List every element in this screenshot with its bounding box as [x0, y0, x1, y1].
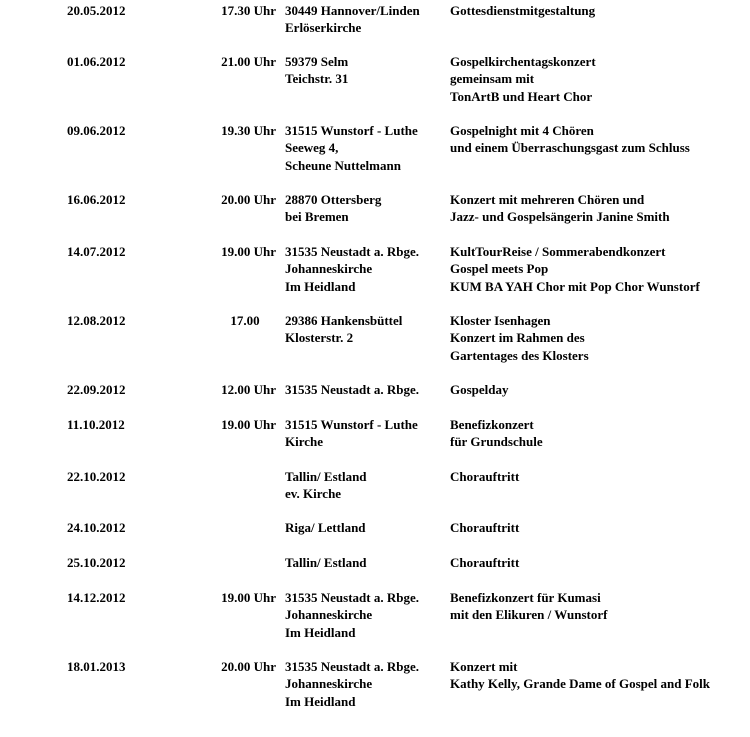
description-line: Jazz- und Gospelsängerin Janine Smith [450, 209, 670, 225]
event-description [450, 658, 710, 693]
location-line: 31515 Wunstorf - Luthe [285, 123, 418, 138]
description-line: TonArtB und Heart Chor [450, 88, 593, 104]
event-location [285, 658, 419, 710]
event-description [450, 2, 595, 19]
description-line: Kathy Kelly, Grande Dame of Gospel and Folk [450, 676, 711, 692]
event-location [285, 519, 366, 536]
event-time: 19.30 Uhr [221, 123, 276, 138]
event-description [450, 191, 670, 226]
description-line: Gospelkirchentagskonzert [450, 54, 596, 69]
description-line: KUM BA YAH Chor mit Pop Chor Wunstorf [450, 278, 700, 294]
location-line: Johanneskirche [285, 261, 373, 277]
description-line: Chorauftritt [450, 469, 520, 484]
event-date: 20.05.2012 [67, 3, 126, 18]
location-line: Riga/ Lettland [285, 520, 366, 535]
location-line: Scheune Nuttelmann [285, 157, 401, 173]
event-description [450, 243, 700, 295]
event-description [450, 468, 519, 485]
event-date: 14.12.2012 [67, 590, 126, 605]
event-location [285, 416, 418, 451]
description-line: Gospelday [450, 382, 509, 397]
location-line: Klosterstr. 2 [285, 330, 354, 346]
event-location [285, 468, 367, 503]
event-time: 19.00 Uhr [221, 417, 276, 432]
location-line: 31535 Neustadt a. Rbge. [285, 659, 419, 674]
description-line: Gartentages des Klosters [450, 347, 589, 363]
location-line: Kirche [285, 434, 324, 450]
location-line: Im Heidland [285, 693, 356, 709]
location-line: Teichstr. 31 [285, 71, 349, 87]
description-line: Kloster Isenhagen [450, 313, 551, 328]
event-description [450, 122, 690, 157]
event-time: 17.00 [230, 313, 260, 328]
event-date: 16.06.2012 [67, 192, 126, 207]
event-date: 24.10.2012 [67, 520, 126, 535]
description-line: Konzert mit mehreren Chören und [450, 192, 645, 207]
description-line: Gospelnight mit 4 Chören [450, 123, 594, 138]
event-date: 14.07.2012 [67, 244, 126, 259]
location-line: Tallin/ Estland [285, 555, 367, 570]
description-line: Chorauftritt [450, 520, 520, 535]
event-location [285, 122, 418, 174]
event-time: 20.00 Uhr [221, 659, 276, 674]
event-description [450, 53, 596, 105]
event-description [450, 519, 519, 536]
location-line: ev. Kirche [285, 486, 342, 502]
event-location [285, 243, 419, 295]
event-description [450, 416, 543, 451]
location-line: Seeweg 4, [285, 140, 339, 156]
description-line: gemeinsam mit [450, 71, 535, 87]
description-line: Benefizkonzert [450, 417, 534, 432]
event-location [285, 191, 381, 226]
description-line: mit den Elikuren / Wunstorf [450, 607, 608, 623]
event-location [285, 589, 419, 641]
location-line: Erlöserkirche [285, 20, 362, 36]
description-line: Konzert im Rahmen des [450, 330, 585, 346]
location-line: bei Bremen [285, 209, 349, 225]
location-line: 31535 Neustadt a. Rbge. [285, 382, 419, 397]
event-location [285, 2, 420, 37]
location-line: 28870 Ottersberg [285, 192, 382, 207]
location-line: 31515 Wunstorf - Luthe [285, 417, 418, 432]
event-location [285, 312, 402, 347]
event-time: 19.00 Uhr [221, 590, 276, 605]
event-time: 19.00 Uhr [221, 244, 276, 259]
event-date: 22.09.2012 [67, 382, 126, 397]
location-line: Im Heidland [285, 624, 356, 640]
event-date: 09.06.2012 [67, 123, 126, 138]
event-time: 20.00 Uhr [221, 192, 276, 207]
event-location [285, 53, 348, 88]
event-time: 21.00 Uhr [221, 54, 276, 69]
event-date: 22.10.2012 [67, 469, 126, 484]
event-description [450, 554, 519, 571]
location-line: 29386 Hankensbüttel [285, 313, 403, 328]
event-description [450, 381, 509, 398]
location-line: Im Heidland [285, 278, 356, 294]
event-date: 25.10.2012 [67, 555, 126, 570]
description-line: KultTourReise / Sommerabendkonzert [450, 244, 666, 259]
location-line: Johanneskirche [285, 676, 373, 692]
description-line: und einem Überraschungsgast zum Schluss [450, 140, 690, 156]
event-time: 12.00 Uhr [221, 382, 276, 397]
description-line: Konzert mit [450, 659, 518, 674]
event-date: 11.10.2012 [67, 417, 125, 432]
description-line: Gospel meets Pop [450, 261, 549, 277]
location-line: 30449 Hannover/Linden [285, 3, 420, 18]
event-time: 17.30 Uhr [221, 3, 276, 18]
event-description [450, 312, 589, 364]
event-location [285, 554, 367, 571]
location-line: Tallin/ Estland [285, 469, 367, 484]
event-location [285, 381, 419, 398]
event-date: 01.06.2012 [67, 54, 126, 69]
event-date: 18.01.2013 [67, 659, 126, 674]
description-line: Gottesdienstmitgestaltung [450, 3, 596, 18]
location-line: Johanneskirche [285, 607, 373, 623]
event-description [450, 589, 607, 624]
location-line: 31535 Neustadt a. Rbge. [285, 244, 419, 259]
description-line: Chorauftritt [450, 555, 520, 570]
event-date: 12.08.2012 [67, 313, 126, 328]
location-line: 31535 Neustadt a. Rbge. [285, 590, 419, 605]
description-line: für Grundschule [450, 434, 543, 450]
description-line: Benefizkonzert für Kumasi [450, 590, 601, 605]
location-line: 59379 Selm [285, 54, 349, 69]
